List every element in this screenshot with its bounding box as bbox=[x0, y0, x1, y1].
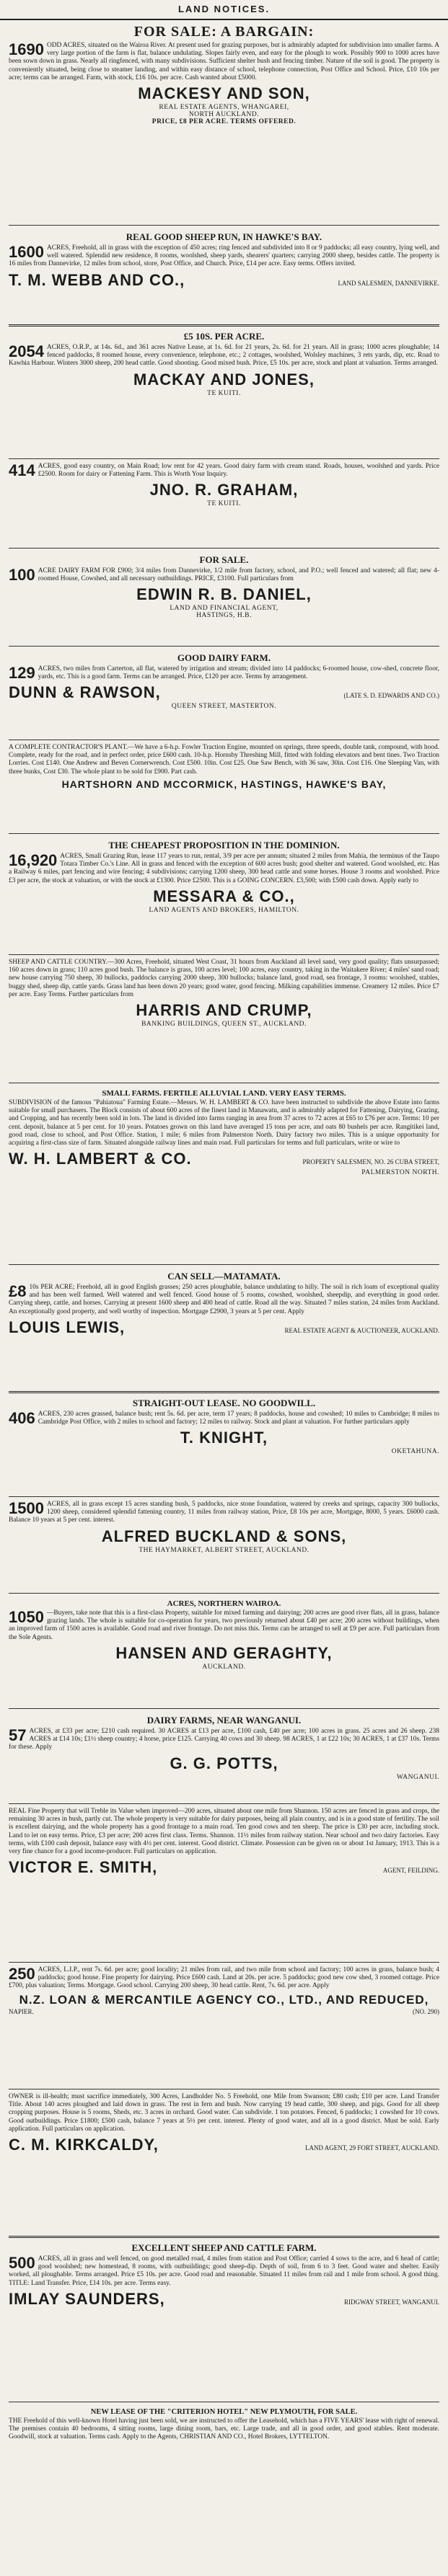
ad-body-text: SHEEP AND CATTLE COUNTRY.—300 Acres, Freehold, situated West Coast, 31 hours from Auckland all level sand, very good quality; flats unsurpassed; 160 acres down in grass; 110 acres good bush. The balance is grass, 100 acres level; 100 acres, easy country, taking in the Waitakere River; 4 miles' sand road; new house carrying 750 sheep, 30 bullocks, paddocks carrying 2000 sheep, 300 bullocks; balance land, good road, sea frontage, 3 rooms: woolshed, stables, buggy shed, sheep dip, cattle yards. Grass land has been down 20 years; good water, good fencing. Milking capabilities immense. Creamery 12 miles. Price £7 per acre. Easy Terms. Further particulars from bbox=[9, 959, 439, 998]
agent-address: TE KUITI. bbox=[207, 389, 241, 397]
agent-address: LAND AGENT, 29 FORT STREET, AUCKLAND. bbox=[305, 2144, 439, 2152]
land-advertisement bbox=[3, 2239, 445, 2399]
land-advertisement bbox=[3, 327, 445, 456]
column-rule bbox=[9, 954, 439, 955]
ad-body-text: —Buyers, take note that this is a first-class Property, suitable for mixed farming and dairying; 200 acres are good river flats, all in grass, balance grazing lands. The whole is suitable for co-operation for years, two previously returned about £40 per acre; 200 acres without buildings, when an improved farm of 1500 acres is available. Good road and river frontage. Do not miss this. Terms can be arranged to sell at £9 per acre. Full particulars from the Sole Agents. bbox=[9, 1609, 439, 1641]
ad-body-text: ACRES, at £33 per acre; £210 cash required. 30 ACRES at £13 per acre, £100 cash, £40 per acre; 100 acres in grass. 25 acres and 26 sheep. 238 ACRES at £14 10s; £1½ sheep country; 4 horse, price £125. Carrying 40 cows and 30 sheep. 98 ACRES, 1 at £22 10s; 30 ACRES, 1 at £37 10s. Terms for these. Apply bbox=[9, 1728, 439, 1751]
agent-address: AGENT, FEILDING. bbox=[382, 1867, 439, 1875]
land-advertisement bbox=[3, 1806, 445, 1959]
ad-body-text: REAL Fine Property that will Treble its Value when improved—200 acres, situated about one mile from Shannon. 150 acres are fenced in grass and crops, the remaining 30 acres in bush, partly cut. The whole property is very suitable for dairy purposes, being all plain country, and is in a good state of fertility. The soil is excellent dairying, and the whole property has a good frontage to a main road. Ten good cows and ten sheep. The price is £30 per acre, including stock. Land to let on easy terms. Price, £3 per acre; 200 acres first class. Terms. Shannon. 11½ miles from railway station. Near school and two dairy factories. Easy terms, with £100 cash deposit, balance easy with 4½ per cent. interest. Good district. Climate. Possession can be given on or about 1st January, 1913. This is a very fine chance for a good income-producer. Full particulars on application. bbox=[9, 1808, 439, 1856]
ad-body-text: ACRES, two miles from Carterton, all flat, watered by irrigation and stream; divided into 14 paddocks; 6-roomed house, cow-shed, concrete floor, yards, etc. This is a good farm. Terms can be arranged. Price, £120 per acre. Terms by arrangement. bbox=[38, 665, 439, 681]
agent-address: TE KUITI. bbox=[207, 500, 241, 508]
agent-address: OKETAHUNA. bbox=[391, 1448, 439, 1456]
land-advertisement bbox=[3, 649, 445, 737]
agent-name: MACKESY AND SON, bbox=[138, 84, 310, 103]
agent-reference: (NO. 290) bbox=[413, 2007, 439, 2015]
agent-name: VICTOR E. SMITH, bbox=[9, 1858, 158, 1877]
ad-body-text: THE Freehold of this well-known Hotel having just been sold, we are instructed to offer the Leasehold, which has a FIVE YEARS' lease with right of renewal. The premises contain 40 bedrooms, 4 sitting rooms, large dining room, bars, etc. Large trade, and all in good order, and good stables. Rent moderate. Goodwill, stock at valuation. Terms cash. Apply to the Agents, CHRISTIAN AND CO., Hotel Brokers, LYTTELTON. bbox=[9, 2417, 439, 2441]
ad-heading: STRAIGHT-OUT LEASE. NO GOODWILL. bbox=[132, 1398, 316, 1408]
agent-address: THE HAYMARKET, ALBERT STREET, AUCKLAND. bbox=[139, 1546, 309, 1554]
ad-body-text: 10s PER ACRE; Freehold, all in good English grasses; 250 acres ploughable, balance undulating to hilly. The soil is rich loam of exceptional quality and has been well farmed. Well watered and well fenced. Good house of 5 rooms, cowshed, woolshed, sheepdip, and everything in good order. Carrying sheep, cattle, and horses. Carrying at present 1600 sheep and 400 head of cattle. Road all the way. Situated 7 miles station, 24 miles from Auckland. An exceptionally good property, and well worthy of inspection. Mortgage £2900, 3 years at 5 per cent. Apply bbox=[9, 1284, 439, 1315]
ad-price-line: PRICE, £8 PER ACRE. TERMS OFFERED. bbox=[151, 118, 297, 126]
agent-name: ALFRED BUCKLAND & SONS, bbox=[101, 1527, 347, 1545]
ad-heading: NEW LEASE OF THE "CRITERION HOTEL" NEW PLYMOUTH, FOR SALE. bbox=[90, 2408, 358, 2416]
agent-address: WANGANUI. bbox=[396, 1773, 439, 1781]
section-title: LAND NOTICES. bbox=[177, 4, 271, 14]
land-advertisement bbox=[3, 1711, 445, 1800]
land-advertisement bbox=[3, 20, 445, 223]
agent-address: REAL ESTATE AGENT & AUCTIONEER, AUCKLAND. bbox=[284, 1326, 439, 1334]
ad-lead-figure: 2054 bbox=[9, 342, 44, 360]
land-advertisement bbox=[3, 1394, 445, 1493]
ad-lead-figure: 500 bbox=[9, 2254, 35, 2272]
agent-name: HANSEN AND GERAGHTY, bbox=[115, 1643, 333, 1662]
ad-body-text: ODD ACRES, situated on the Wairoa River. At present used for grazing purposes, but is admirably adapted for subdivision into smaller farms. A very large portion of the farm is flat, balance undulating. Slopes fairly even, and easy for the plough to work. Possibly 900 to 1000 acres have been sown down in grass. Nearly all ringfenced, with many subdivisions. Sufficient shelter bush and fencing timber. Nature of the soil is good. The property is conveniently situated, being close to steamer landing, and within easy distance of school, telephone connection, Post Office and School. Price, £10 10s per acre; terms can be arranged. Farm, with stock, £16 10s. per acre. Cash wanted about £5000. bbox=[9, 42, 439, 81]
column-rule bbox=[9, 225, 439, 226]
column-rule bbox=[9, 1803, 439, 1804]
ad-heading: THE CHEAPEST PROPOSITION IN THE DOMINION. bbox=[108, 840, 340, 850]
land-advertisement bbox=[3, 836, 445, 951]
ad-body-text: ACRES, Small Grazing Run, lease 117 years to run, rental, 3/9 per acre per annum; situated 2 miles from Mahia, the terminus of the Taupo Totara Timber Co.'s Line. All in grass and fenced with the exception of 600 acres bush; good shelter and watered. Good woolshed, etc. Has a Railway 6 miles, part fencing and wire fencing; 4 subdivisions; carrying 1200 sheep, 300 head cattle and some horses. House 3 rooms and woolshed. Price £3 per acre, the stock at valuation, or with the stock at £1300. Price £2500. This is a GOING CONCERN. £3,500; with £500 cash down. Apply early to bbox=[9, 853, 439, 884]
column-rule bbox=[9, 458, 439, 459]
agent-address: LAND SALESMEN, DANNEVIRKE. bbox=[338, 279, 439, 287]
column-rule bbox=[9, 1708, 439, 1709]
agent-address: BANKING BUILDINGS, QUEEN ST., AUCKLAND. bbox=[141, 1021, 307, 1029]
column-rule bbox=[9, 1264, 439, 1265]
ad-body-text: ACRES, all in grass and well fenced, on good metalled road, 4 miles from station and Post Office; carried 4 sows to the acre, and 6 head of cattle; good woolshed; new homestead, 8 rooms, with outbuildings; good sheep-dip. Depth of soil, from 6 to 3 feet. Good water and shelter. Easily worked, all ploughable. Terms arranged. Price £5 10s. per acre. Good road and reasonable. Situated 11 miles from rail and 1 mile from school. A good thing. TITLE: Land Transfer. Price, £14 10s. per acre. Terms easy. bbox=[9, 2255, 439, 2287]
agent-name: HARRIS AND CRUMP, bbox=[136, 1001, 312, 1020]
agent-address: NAPIER. bbox=[9, 2007, 34, 2015]
agent-name: LOUIS LEWIS, bbox=[9, 1318, 126, 1336]
ad-lead-figure: 100 bbox=[9, 566, 35, 584]
ad-heading: £5 10S. PER ACRE. bbox=[183, 331, 265, 342]
ad-heading: ACRES, NORTHERN WAIROA. bbox=[167, 1599, 281, 1608]
ad-heading: SMALL FARMS. FERTILE ALLUVIAL LAND. VERY EASY TERMS. bbox=[102, 1089, 346, 1098]
column-rule bbox=[9, 1496, 439, 1497]
land-advertisement bbox=[3, 2404, 445, 2573]
agent-name: C. M. KIRKCALDY, bbox=[9, 2136, 159, 2154]
ad-body-text: ACRES, good easy country, on Main Road; low rent for 42 years. Good dairy farm with cream stand. Roads, houses, woolshed and yards. Price £2500. Room for dairy or Fattening Farm. This is Worth Your Inquiry. bbox=[38, 463, 439, 479]
land-advertisement bbox=[3, 1267, 445, 1388]
column-rule bbox=[9, 1962, 439, 1963]
ad-lead-figure: 1050 bbox=[9, 1608, 44, 1626]
ad-heading: CAN SELL—MATAMATA. bbox=[167, 1271, 281, 1282]
agent-name: W. H. LAMBERT & CO. bbox=[9, 1150, 192, 1168]
ad-lead-figure: 406 bbox=[9, 1409, 35, 1427]
agent-name: DUNN & RAWSON, bbox=[9, 683, 161, 702]
agent-name: EDWIN R. B. DANIEL, bbox=[136, 585, 312, 604]
land-advertisement bbox=[3, 461, 445, 545]
ad-body-text: OWNER is ill-health; must sacrifice immediately, 300 Acres, Landholder No. 5 Freehold, one Mile from Swanson; £80 cash; £10 per acre. Land Transfer Title. About 140 acres ploughed and laid down in grass. The rest in fern and bush. Now carrying 19 head cattle, 300 sheep, and pigs. Good for all sheep cropping purposes. House is 5 rooms, Sheds, etc. 3 acres in orchard. Good water. Can subdivide. 1 ton potatoes. Fenced, 6 paddocks; 1 cowshed for 10 cows. Good outbuildings. Price £1800; £500 cash, balance 7 years at 5½ per cent. interest. Plenty of good water, and all in a good district. Must be sold. Early application. Full particulars on application. bbox=[9, 2093, 439, 2133]
agent-name: N.Z. LOAN & MERCANTILE AGENCY CO., LTD., AND REDUCED, bbox=[19, 1992, 429, 2007]
agent-address: AUCKLAND. bbox=[202, 1663, 246, 1671]
agent-address: LAND AGENTS AND BROKERS, HAMILTON. bbox=[149, 906, 299, 914]
agent-address: PALMERSTON NORTH. bbox=[361, 1169, 439, 1177]
ad-heading: DAIRY FARMS, NEAR WANGANUI. bbox=[146, 1715, 302, 1726]
agent-name: T. KNIGHT, bbox=[180, 1429, 268, 1447]
agent-address: (LATE S. D. EDWARDS AND CO.) bbox=[343, 692, 439, 700]
ad-body-text: ACRES, L.I.P., rent 7s. 6d. per acre; good locality; 21 miles from rail, and two mile from school and factory; 100 acres in grass, balance bush; 4 paddocks; good house. Fine property for dairying. Price £600 cash. Land at 20s. per acre. 5 paddocks; good new cow shed, 3 roomed cottage. Price £700, plus valuation; Terms. Mortgage. Good school. Carrying 200 sheep, 30 head cattle. Rent, 7s. 6d. per acre. Apply bbox=[9, 1966, 439, 1990]
ad-body-text: ACRES, 230 acres grassed, balance bush; rent 5s. 6d. per acre, term 17 years; 8 paddocks, house and cowshed; 10 miles to Cambridge; 8 miles to Cambridge Post Office, with 2 miles to school and factory; 12 miles to railway. Stock and plant at valuation. For further particulars apply bbox=[38, 1411, 439, 1426]
column-rule bbox=[9, 324, 439, 327]
agent-address: LAND AND FINANCIAL AGENT, bbox=[170, 605, 278, 613]
ad-body-text: ACRES, all in grass except 15 acres standing bush, 5 paddocks, nice stone foundation, watered by creeks and springs, capacity 300 bullocks, 1200 sheep, considered splendid fattening country, 11 miles from railway station, Price, £8 10s per acre, Mortgage, 8000, 5 years. £6000 cash. Balance 10 years at 5 per cent. interest. bbox=[9, 1501, 439, 1524]
agent-name: JNO. R. GRAHAM, bbox=[149, 481, 299, 499]
ad-lead-figure: 1600 bbox=[9, 243, 44, 261]
agent-name: G. G. POTTS, bbox=[170, 1754, 278, 1772]
column-rule bbox=[9, 646, 439, 647]
agent-name: MESSARA & CO., bbox=[153, 887, 295, 905]
column-rule bbox=[9, 833, 439, 834]
ad-lead-figure: 1690 bbox=[9, 40, 44, 58]
agent-address: REAL ESTATE AGENTS, WHANGAREI, bbox=[159, 104, 289, 112]
land-advertisement bbox=[3, 2092, 445, 2233]
agent-address: PROPERTY SALESMEN, NO. 26 CUBA STREET, bbox=[302, 1158, 439, 1166]
ad-heading: FOR SALE: A BARGAIN: bbox=[133, 24, 315, 40]
ad-heading: FOR SALE. bbox=[199, 554, 249, 565]
ad-lead-figure: £8 bbox=[9, 1282, 27, 1300]
agent-address: QUEEN STREET, MASTERTON. bbox=[171, 703, 277, 711]
ad-heading: EXCELLENT SHEEP AND CATTLE FARM. bbox=[131, 2242, 317, 2253]
column-rule bbox=[9, 1593, 439, 1594]
agent-name: IMLAY SAUNDERS, bbox=[9, 2289, 165, 2308]
ad-lead-figure: 16,920 bbox=[9, 851, 58, 869]
ad-body-text: A COMPLETE CONTRACTOR'S PLANT.—We have a 6-h.p. Fowler Traction Engine, mounted on springs, three speeds, double tank, compound, with hood. Complete, ready for the road, and in perfect order, price £600 cash. 10-h.p. Hornsby Threshing Mill, fitted with folding elevators and bent tines. Two Traction Lorries. Cost £140. One Andrew and Beven Cornerwrench. Cost £500. 10in. Cost £25. One Saw Bench, with 36 saw, 30in. Cost £16. One Sleeping Van, with three bunks, Cost £30. The whole plant to be sold for £900. Part cash. bbox=[9, 744, 439, 776]
column-rule bbox=[9, 2236, 439, 2238]
agent-address: NORTH AUCKLAND. bbox=[188, 111, 260, 119]
ad-lead-figure: 250 bbox=[9, 1965, 35, 1983]
land-advertisement bbox=[3, 1499, 445, 1590]
land-advertisement bbox=[3, 551, 445, 643]
ad-lead-figure: 1500 bbox=[9, 1499, 44, 1517]
ad-heading: GOOD DAIRY FARM. bbox=[177, 652, 271, 663]
land-advertisement bbox=[3, 957, 445, 1080]
ad-lead-figure: 414 bbox=[9, 461, 35, 479]
agent-name: HARTSHORN AND MCCORMICK, HASTINGS, HAWKE'S BAY, bbox=[61, 778, 387, 790]
ad-body-text: ACRES, O.R.P., at 14s. 6d., and 361 acres Native Lease, at 1s. 6d. for 21 years, 2s. 6d. for 21 years. All in grass; 1000 acres ploughable; 14 fenced paddocks, 8 roomed house, every convenience, telephone, etc.; 2 cottages, woolshed, Wolsley machines, 3 rets yards, dip, etc. Road to Kawhia Harbour. Winters 3000 sheep, 200 head cattle. Good shooting. Good mixed bush. Price, £5 10s. per acre, stock and plant at valuation. Terms arranged. bbox=[9, 344, 439, 368]
agent-name: T. M. WEBB AND CO., bbox=[9, 270, 185, 289]
land-advertisement bbox=[3, 1965, 445, 2086]
ad-body-text: ACRE DAIRY FARM FOR £900; 3/4 miles from Dannevirke, 1/2 mile from factory, school, and P.O.; well fenced and watered; all flat; new 4-roomed House, Cowshed, and all necessary outbuildings. PRICE, £3100. Full particulars from bbox=[38, 567, 439, 583]
ad-lead-figure: 129 bbox=[9, 664, 35, 682]
land-advertisement bbox=[3, 1596, 445, 1705]
agent-address: HASTINGS, H.B. bbox=[196, 612, 252, 620]
land-advertisement bbox=[3, 228, 445, 321]
land-advertisement bbox=[3, 1085, 445, 1261]
agent-address: RIDGWAY STREET, WANGANUI. bbox=[344, 2298, 439, 2306]
agent-name: MACKAY AND JONES, bbox=[133, 370, 315, 388]
column-rule bbox=[9, 1391, 439, 1393]
ad-body-text: ACRES, Freehold, all in grass with the exception of 450 acres; ring fenced and subdivided into 8 or 9 paddocks; all easy country, lying well, and well watered. Splendid new residence, 8 rooms, woolshed, sheep yards, shearers' quarters; carrying 2000 sheep, besides cattle. The property is 16 miles from Dannevirke, 12 miles from school, store, Post Office, and Church. Price, £14 per acre. Easy terms. Offers invited. bbox=[9, 244, 439, 268]
ad-body-text: SUBDIVISION of the famous "Pahiatoua" Farming Estate.—Messrs. W. H. LAMBERT & CO. have been instructed to subdivide the above Estate into farms suitable for small purchasers. The Block consists of about 600 acres of the finest land in Manawatu, and is admirably adapted for Fattening, Dairying, Grazing, and Cropping, and has recently been sold in lots. The land is divided into farms ranging in area from 37 acres to 72 acres at £65 to £76 per acre. Terms: 10 per cent. deposit, balance at 5 per cent. for 10 years. Potatoes grown on this land have averaged 15 tons per acre, and oats 80 bushels per acre. Rangitikei land, good road, close to school, and Post Office. Station, 1 mile; 6 miles from Palmerston North. Dairy factory two miles. This is a unique opportunity for acquiring a first-class size of farm. Situated alongside railway lines and main road. Full particulars for terms and full particulars, write or wire to bbox=[9, 1099, 439, 1147]
section-masthead bbox=[0, 0, 448, 20]
land-advertisement bbox=[3, 742, 445, 832]
ad-heading: REAL GOOD SHEEP RUN, IN HAWKE'S BAY. bbox=[126, 231, 322, 242]
ad-lead-figure: 57 bbox=[9, 1726, 27, 1744]
